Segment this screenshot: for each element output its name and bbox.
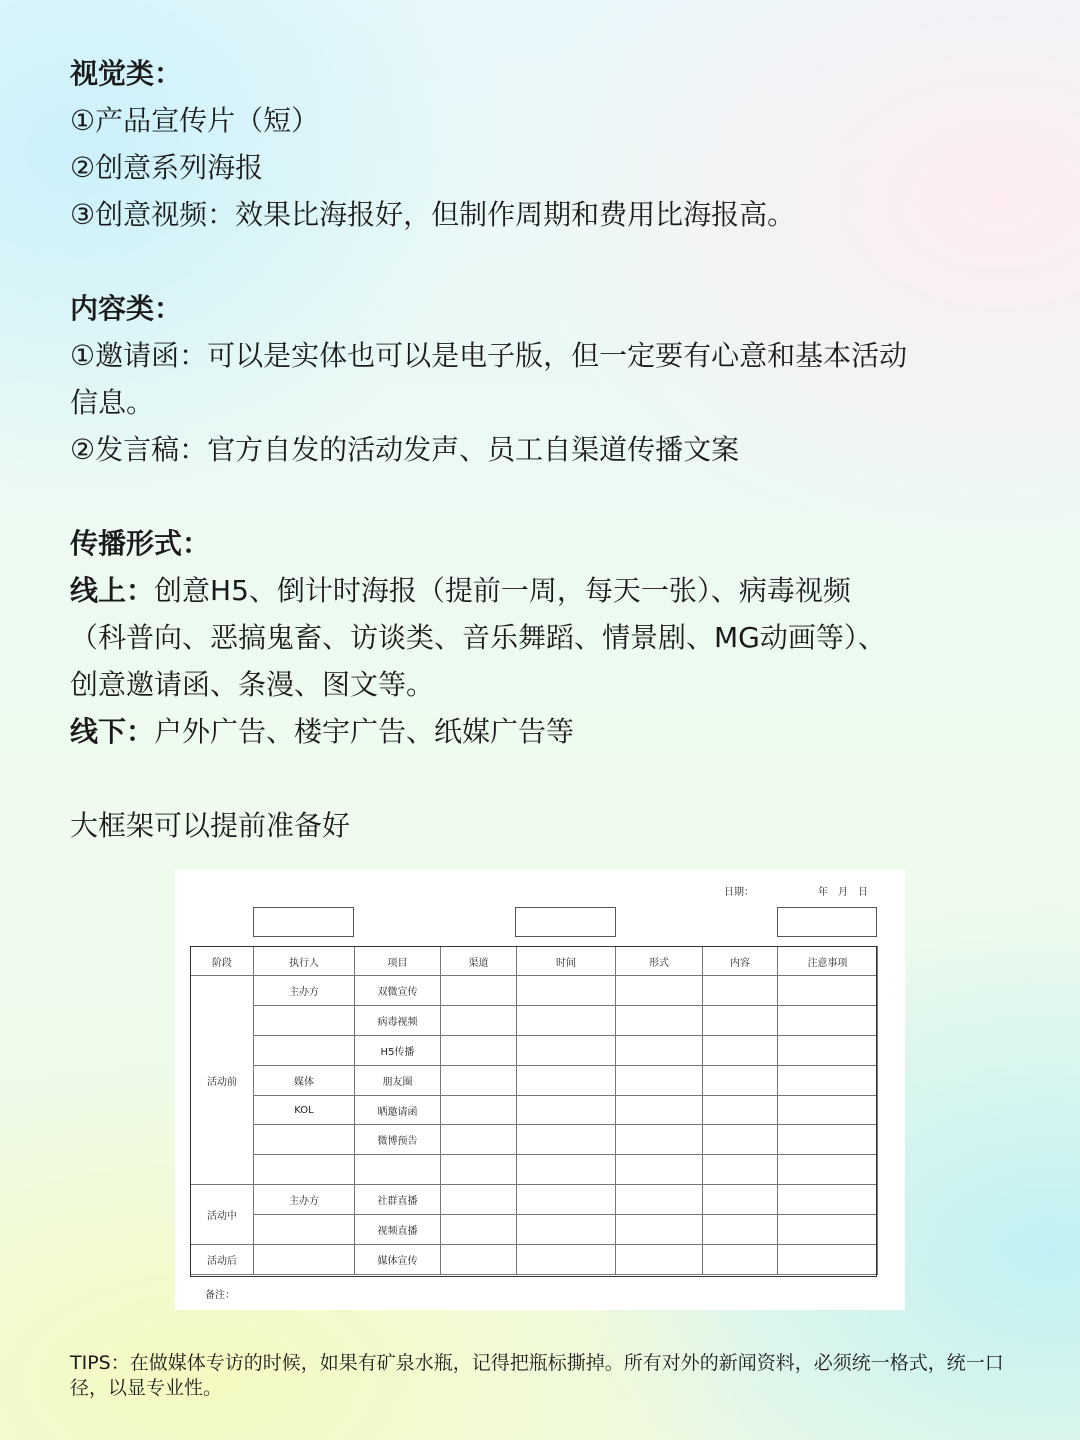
- offline-text: 户外广告、楼宇广告、纸媒广告等: [154, 715, 575, 748]
- stage-cell-before: 活动前: [191, 976, 254, 1185]
- table-row: [191, 1035, 878, 1065]
- stage-cell-after: 活动后: [191, 1245, 254, 1275]
- online-line-3: 创意邀请函、条漫、图文等。: [70, 668, 435, 701]
- header-stage: 阶段: [191, 947, 254, 976]
- item-cell: 媒体宣传: [355, 1245, 441, 1275]
- executor-cell: [254, 1215, 355, 1245]
- online-text-1: 创意H5、倒计时海报（提前一周，每天一张）、病毒视频: [154, 574, 851, 607]
- item-cell: 社群直播: [355, 1185, 441, 1215]
- article-body: [70, 50, 1030, 849]
- header-time: 时间: [517, 947, 616, 976]
- executor-cell: [254, 1155, 355, 1185]
- executor-cell: KOL: [254, 1095, 355, 1125]
- offline-label: 线下：: [70, 715, 155, 748]
- content-item-1-line1: ①邀请函：可以是实体也可以是电子版，但一定要有心意和基本活动: [70, 339, 908, 372]
- spread-heading: 传播形式：: [70, 527, 211, 560]
- item-cell: 微博预告: [355, 1125, 441, 1155]
- executor-cell: [254, 1005, 355, 1035]
- item-cell: 晒邀请函: [355, 1095, 441, 1125]
- executor-cell: [254, 1245, 355, 1275]
- offline-line: [70, 708, 1030, 755]
- content-heading: 内容类：: [70, 292, 183, 325]
- table-row: [191, 976, 878, 1006]
- executor-cell: 主办方: [254, 1185, 355, 1215]
- executor-cell: [254, 1035, 355, 1065]
- header-executor: 执行人: [254, 947, 355, 976]
- visual-item-2: ②创意系列海报: [70, 151, 264, 184]
- item-cell: 朋友圈: [355, 1065, 441, 1095]
- header-box-2: [515, 907, 616, 937]
- visual-item-1: ①产品宣传片（短）: [70, 104, 320, 137]
- content-item-1-line2: 信息。: [70, 386, 155, 419]
- plan-form-image: [175, 870, 905, 1310]
- note-label: 备注：: [205, 1290, 235, 1301]
- header-channel: 渠道: [441, 947, 517, 976]
- date-label: 日期：: [724, 887, 754, 898]
- executor-cell: [254, 1125, 355, 1155]
- plan-table: [190, 946, 878, 1275]
- table-row: [191, 1065, 878, 1095]
- table-row: [191, 1185, 878, 1215]
- online-line-2: （科普向、恶搞鬼畜、访谈类、音乐舞蹈、情景剧、MG动画等）、: [70, 621, 886, 654]
- header-notes: 注意事项: [778, 947, 878, 976]
- visual-heading: 视觉类：: [70, 57, 183, 90]
- item-cell: [355, 1155, 441, 1185]
- tips-text: TIPS：在做媒体专访的时候，如果有矿泉水瓶，记得把瓶标撕掉。所有对外的新闻资料，必须统一格式，统一口径，以显专业性。: [70, 1352, 1004, 1399]
- header-box-1: [253, 907, 354, 937]
- header-item: 项目: [355, 947, 441, 976]
- item-cell: 视频直播: [355, 1215, 441, 1245]
- executor-cell: 媒体: [254, 1065, 355, 1095]
- content-item-2: ②发言稿：官方自发的活动发声、员工自渠道传播文案: [70, 433, 740, 466]
- framework-text: 大框架可以提前准备好: [70, 809, 351, 842]
- date-units: 年 月 日: [818, 887, 868, 898]
- header-box-3: [777, 907, 877, 937]
- table-row: [191, 1155, 878, 1185]
- header-format: 形式: [616, 947, 703, 976]
- table-row: [191, 1125, 878, 1155]
- item-cell: 双微宣传: [355, 976, 441, 1006]
- header-content: 内容: [703, 947, 778, 976]
- table-row: [191, 1005, 878, 1035]
- table-row: [191, 1245, 878, 1275]
- table-row: [191, 1095, 878, 1125]
- online-label: 线上：: [70, 574, 155, 607]
- online-line-1: [70, 567, 1030, 614]
- executor-cell: 主办方: [254, 976, 355, 1006]
- table-row: [191, 1215, 878, 1245]
- item-cell: 病毒视频: [355, 1005, 441, 1035]
- item-cell: H5传播: [355, 1035, 441, 1065]
- visual-item-3: ③创意视频：效果比海报好，但制作周期和费用比海报高。: [70, 198, 796, 231]
- stage-cell-during: 活动中: [191, 1185, 254, 1245]
- table-header-row: [191, 947, 878, 976]
